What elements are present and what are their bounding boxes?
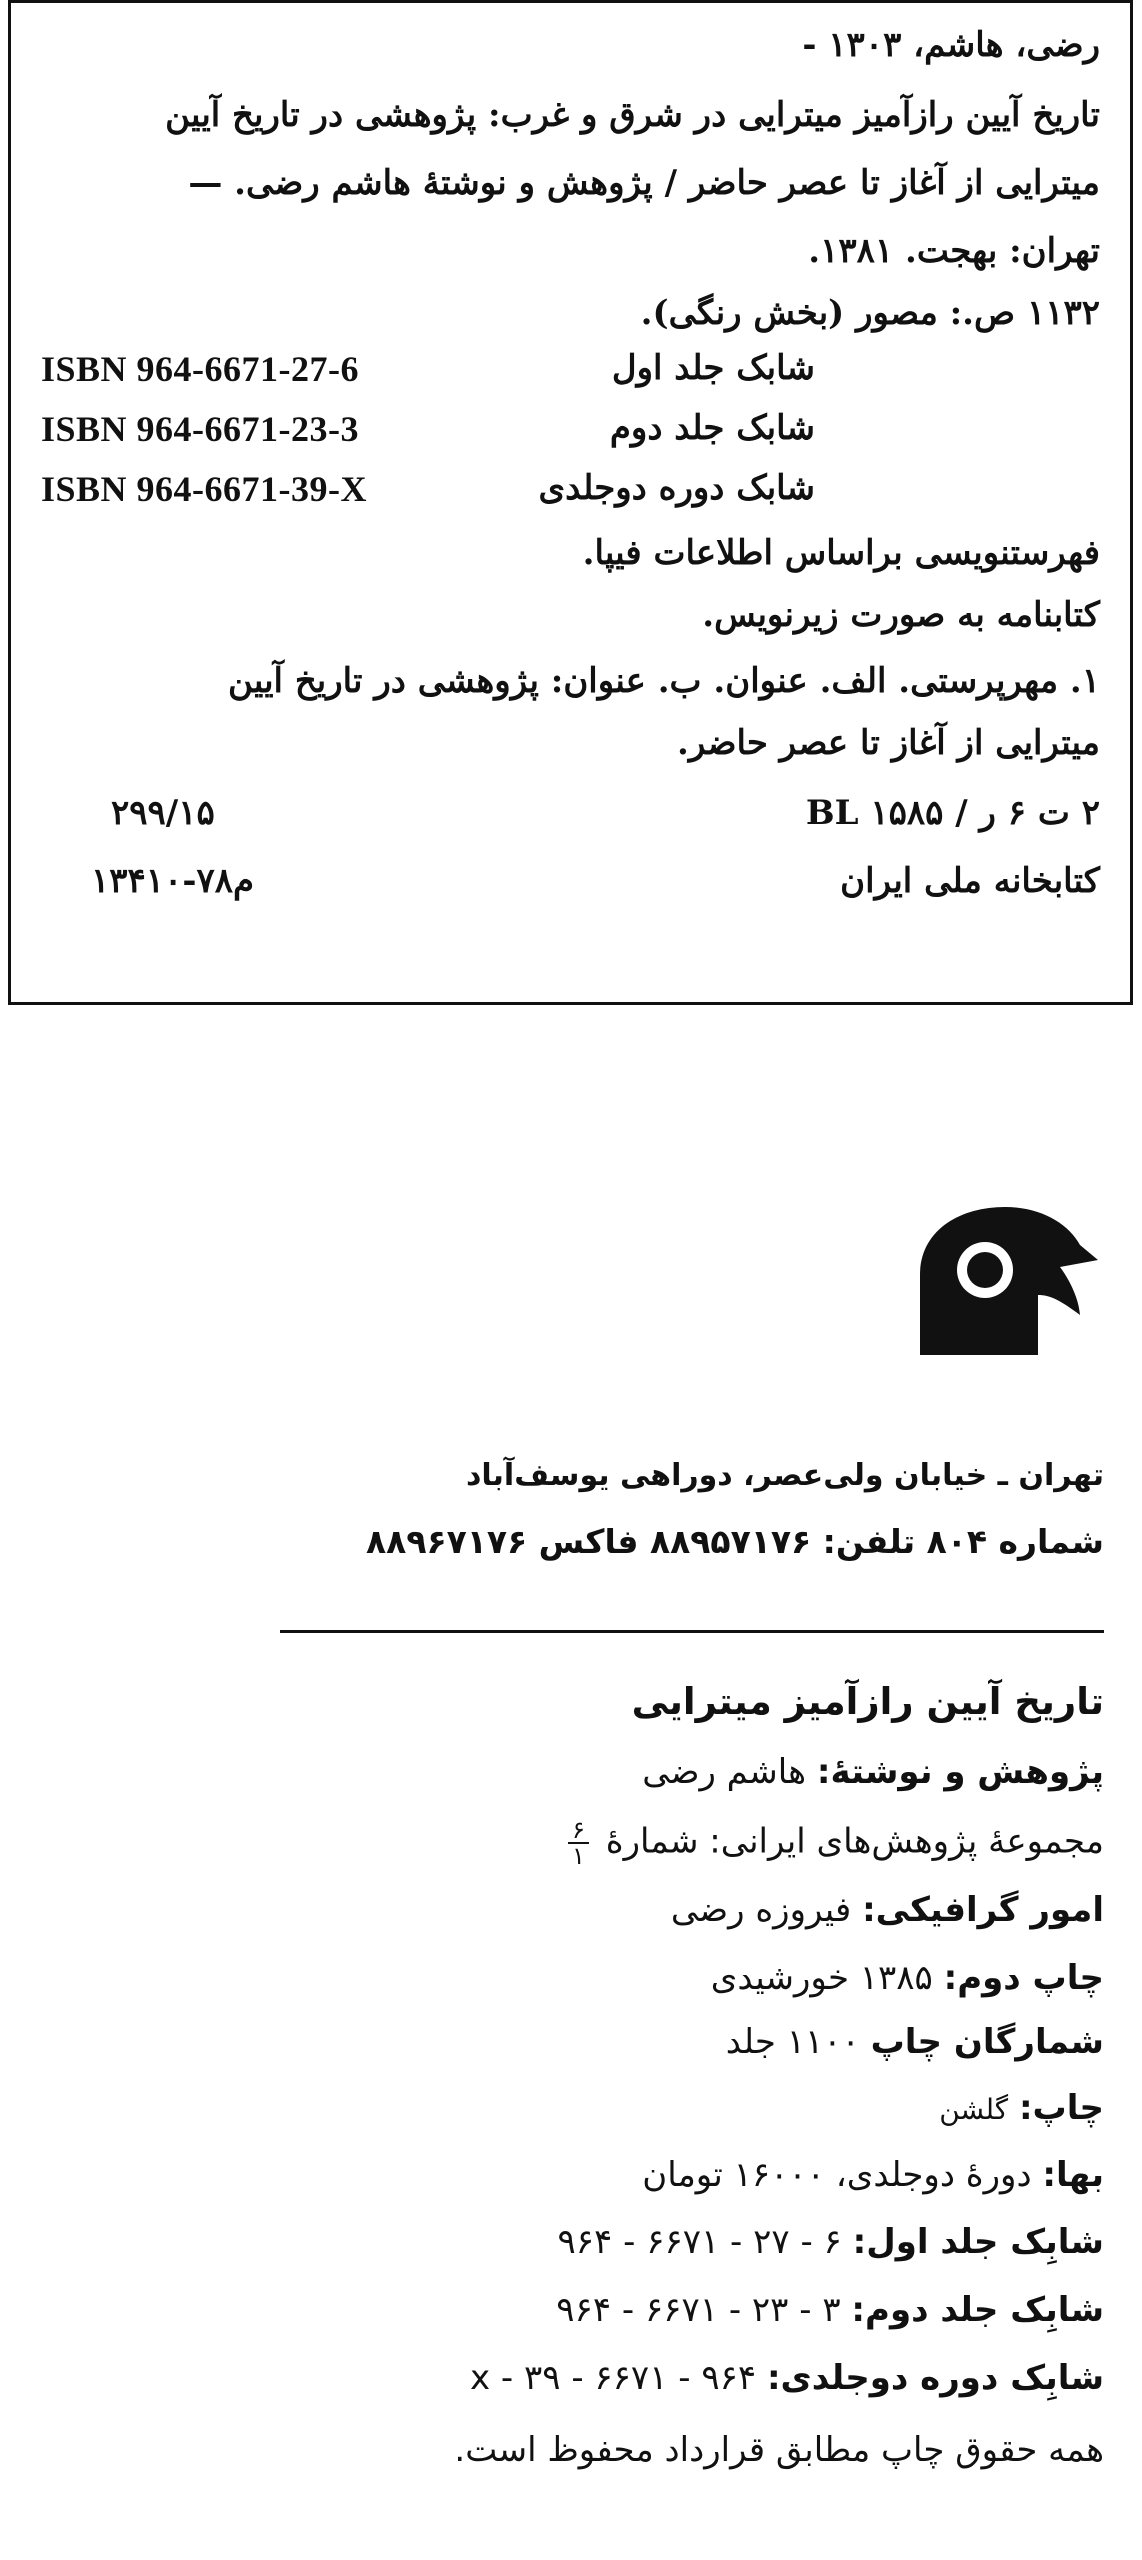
- cip-title-line-1: تاریخ آیین رازآمیز میترایی در شرق و غرب: پژوهشی در تاریخ آیین: [165, 95, 1100, 135]
- section-divider: [280, 1630, 1104, 1633]
- isbn-value: ISBN 964-6671-27-6: [41, 349, 360, 389]
- national-library-label: کتابخانه ملی ایران: [840, 861, 1100, 901]
- cip-pages-line: ۱۱۳۲ ص.: مصور (بخش رنگی).: [640, 293, 1100, 333]
- isbn-set-credit: [470, 2358, 1104, 2398]
- series-label: مجموعهٔ پژوهش‌های ایرانی: شمارهٔ: [605, 1821, 1104, 1862]
- lc-classification: ۲ ت ۶ ر / BL ۱۵۸۵: [805, 793, 1100, 833]
- series-credit: [568, 1818, 1104, 1868]
- dewey-classification: ۲۹۹/۱۵: [111, 793, 215, 833]
- isbn-value: ISBN 964-6671-23-3: [41, 409, 360, 449]
- publisher-address: تهران ـ خیابان ولی‌عصر، دوراهی یوسف‌آباد: [466, 1458, 1104, 1493]
- graphics-label: امور گرافیکی:: [862, 1890, 1104, 1930]
- copyright-notice: همه حقوق چاپ مطابق قرارداد محفوظ است.: [454, 2430, 1104, 2470]
- isbn-label: شابک جلد اول: [611, 348, 815, 388]
- price-credit: [642, 2155, 1104, 2195]
- isbn-label: شابک جلد دوم: [609, 408, 815, 448]
- author-name: هاشم رضی: [642, 1752, 807, 1792]
- isbn-volume-2-label: شابِک جلد دوم:: [851, 2290, 1104, 2330]
- cip-title-line-2: میترایی از آغاز تا عصر حاضر / پژوهش و نوشتهٔ هاشم رضی. —: [188, 163, 1100, 203]
- cataloging-record-box: [8, 0, 1133, 1005]
- isbn-set-value: x - ۳۹ - ۶۶۷۱ - ۹۶۴: [470, 2358, 757, 2398]
- isbn-row-set: [41, 468, 1100, 518]
- print-run-credit: [726, 2022, 1104, 2062]
- graphics-credit: [671, 1890, 1104, 1930]
- cip-subjects-line-1: ۱. مهرپرستی. الف. عنوان. ب. عنوان: پژوهشی در تاریخ آیین: [227, 661, 1100, 701]
- isbn-label: شابک دوره دوجلدی: [538, 468, 815, 508]
- cip-author-line: رضی، هاشم، ۱۳۰۳ -: [802, 25, 1100, 65]
- isbn-volume-2-credit: [556, 2290, 1104, 2330]
- printer-name: گلشن: [939, 2093, 1009, 2126]
- book-title: تاریخ آیین رازآمیز میترایی: [631, 1680, 1104, 1723]
- isbn-value: ISBN 964-6671-39-X: [41, 469, 368, 509]
- cip-note-bibliography: کتابنامه به صورت زیرنویس.: [702, 595, 1100, 635]
- cip-imprint-line: تهران: بهجت. ۱۳۸۱.: [808, 231, 1100, 271]
- print-run-value: ۱۱۰۰ جلد: [725, 2022, 860, 2062]
- series-volume: ۱: [572, 1842, 585, 1870]
- publisher-contact: شماره ۸۰۴ تلفن: ۸۸۹۵۷۱۷۶ فاکس ۸۸۹۶۷۱۷۶: [366, 1522, 1104, 1561]
- isbn-set-label: شابِک دوره دوجلدی:: [766, 2358, 1104, 2398]
- publisher-logo-icon: [910, 1205, 1100, 1365]
- national-library-number: م۷۸-۱۳۴۱۰: [91, 861, 255, 901]
- isbn-volume-1-label: شابِک جلد اول:: [852, 2222, 1104, 2262]
- series-number-fraction: [568, 1818, 589, 1868]
- price-value: دورهٔ دوجلدی، ۱۶۰۰۰ تومان: [642, 2155, 1032, 2195]
- edition-label: چاپ دوم:: [943, 1958, 1104, 1998]
- isbn-volume-1-value: ۶ - ۲۷ - ۶۶۷۱ - ۹۶۴: [557, 2222, 842, 2262]
- cip-note-fipa: فهرستنویسی براساس اطلاعات فیپا.: [582, 533, 1100, 573]
- isbn-row-volume-2: [41, 408, 1100, 458]
- edition-credit: [711, 1958, 1104, 1998]
- author-label: پژوهش و نوشتهٔ:: [816, 1752, 1104, 1792]
- print-run-label: شمارگان چاپ: [870, 2022, 1104, 2062]
- printer-credit: [939, 2088, 1104, 2128]
- printer-label: چاپ:: [1018, 2088, 1104, 2128]
- cip-subjects-line-2: میترایی از آغاز تا عصر حاضر.: [677, 723, 1100, 763]
- edition-value: ۱۳۸۵ خورشیدی: [710, 1958, 933, 1998]
- series-number: ۶: [568, 1818, 589, 1844]
- price-label: بها:: [1042, 2155, 1104, 2195]
- isbn-row-volume-1: [41, 348, 1100, 398]
- graphics-name: فیروزه رضی: [670, 1890, 852, 1930]
- isbn-volume-2-value: ۳ - ۲۳ - ۶۶۷۱ - ۹۶۴: [556, 2290, 841, 2330]
- isbn-volume-1-credit: [558, 2222, 1105, 2262]
- author-credit: [642, 1752, 1104, 1792]
